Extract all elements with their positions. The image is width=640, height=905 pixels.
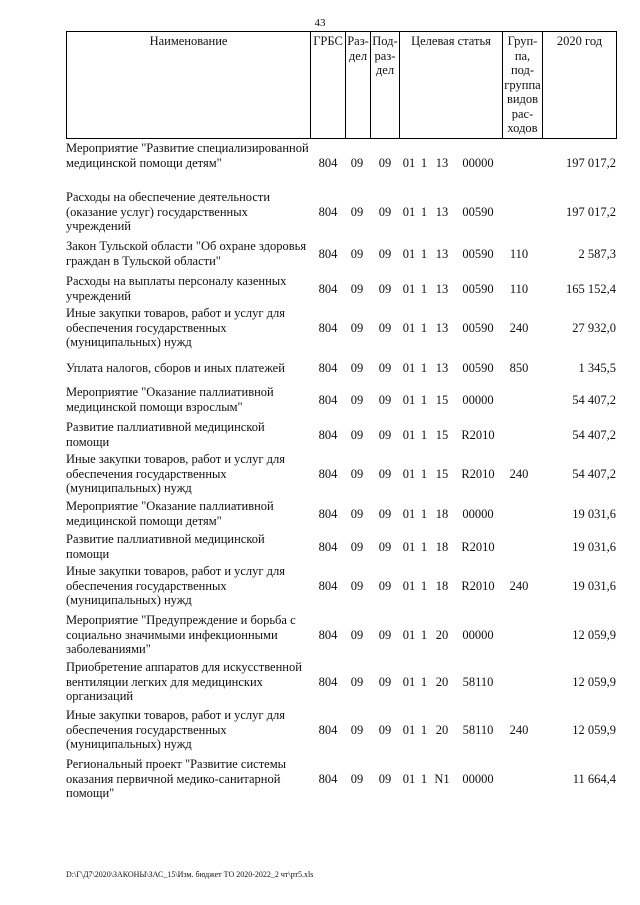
row-direction: 00590 (462, 282, 494, 296)
row-event: 13 (435, 156, 449, 170)
row-program: 01 (402, 579, 416, 593)
row-direction: R2010 (461, 467, 495, 481)
row-grbs: 804 (318, 247, 338, 261)
header-target: Целевая статья (400, 32, 503, 138)
row-program: 01 (402, 321, 416, 335)
row-subprogram: 1 (420, 247, 428, 261)
row-direction: R2010 (461, 579, 495, 593)
row-program: 01 (402, 507, 416, 521)
row-razdel: 09 (350, 507, 364, 521)
row-razdel: 09 (350, 393, 364, 407)
row-grbs: 804 (318, 723, 338, 737)
row-grbs: 804 (318, 675, 338, 689)
row-podrazdel: 09 (378, 247, 392, 261)
row-event: 13 (435, 247, 449, 261)
row-event: 13 (435, 282, 449, 296)
row-amount: 54 407,2 (572, 428, 616, 442)
row-name: Иные закупки товаров, работ и услуг для обеспечения государственных (муниципальных) нужд (66, 708, 286, 752)
row-direction: R2010 (461, 428, 495, 442)
row-razdel: 09 (350, 428, 364, 442)
row-razdel: 09 (350, 772, 364, 786)
row-event: 13 (435, 361, 449, 375)
row-name: Развитие паллиативной медицинской помощи (66, 532, 265, 561)
row-event: 15 (435, 467, 449, 481)
row-razdel: 09 (350, 628, 364, 642)
header-name: Наименование (67, 32, 311, 138)
row-amount: 19 031,6 (572, 579, 616, 593)
row-razdel: 09 (350, 675, 364, 689)
row-grbs: 804 (318, 507, 338, 521)
row-program: 01 (402, 675, 416, 689)
row-podrazdel: 09 (378, 507, 392, 521)
row-event: N1 (434, 772, 450, 786)
row-podrazdel: 09 (378, 156, 392, 170)
row-amount: 11 664,4 (572, 772, 616, 786)
table-header (66, 31, 617, 139)
row-razdel: 09 (350, 282, 364, 296)
header-grbs: ГРБС (311, 32, 346, 138)
row-name: Приобретение аппаратов для искусственной вентиляции легких для медицинских организаций (66, 660, 302, 704)
row-amount: 19 031,6 (572, 540, 616, 554)
row-program: 01 (402, 205, 416, 219)
row-amount: 165 152,4 (566, 282, 616, 296)
row-amount: 12 059,9 (572, 628, 616, 642)
row-grbs: 804 (318, 579, 338, 593)
row-event: 18 (435, 579, 449, 593)
header-razdel-line: Раз- (347, 34, 369, 48)
row-subprogram: 1 (420, 772, 428, 786)
row-event: 18 (435, 540, 449, 554)
row-grbs: 804 (318, 772, 338, 786)
row-event: 13 (435, 321, 449, 335)
header-podrazdel (371, 32, 400, 138)
row-razdel: 09 (350, 579, 364, 593)
row-amount: 19 031,6 (572, 507, 616, 521)
header-group-line: рас- (511, 106, 534, 121)
row-podrazdel: 09 (378, 628, 392, 642)
file-path-footer: D:\Г\Д7\2020\ЗАКОНЫ\ЗАС_15\Изм. бюджет ТО 2020-2022_2 чт\рт5.xls (66, 870, 314, 879)
row-grbs: 804 (318, 156, 338, 170)
row-podrazdel: 09 (378, 428, 392, 442)
row-program: 01 (402, 628, 416, 642)
row-amount: 12 059,9 (572, 675, 616, 689)
row-podrazdel: 09 (378, 393, 392, 407)
row-program: 01 (402, 156, 416, 170)
row-direction: 00000 (462, 393, 494, 407)
row-amount: 197 017,2 (566, 156, 616, 170)
row-grbs: 804 (318, 467, 338, 481)
header-razdel (346, 32, 371, 138)
row-name: Расходы на обеспечение деятельности (оказание услуг) государственных учреждений (66, 190, 271, 234)
row-direction: 58110 (462, 675, 494, 689)
row-grbs: 804 (318, 321, 338, 335)
row-subprogram: 1 (420, 282, 428, 296)
row-grbs: 804 (318, 628, 338, 642)
row-subprogram: 1 (420, 675, 428, 689)
row-event: 13 (435, 205, 449, 219)
row-podrazdel: 09 (378, 282, 392, 296)
row-expense-type: 850 (509, 361, 529, 375)
row-amount: 54 407,2 (572, 467, 616, 481)
row-podrazdel: 09 (378, 321, 392, 335)
row-direction: 00590 (462, 205, 494, 219)
row-grbs: 804 (318, 361, 338, 375)
row-expense-type: 240 (509, 321, 529, 335)
row-program: 01 (402, 393, 416, 407)
row-name: Развитие паллиативной медицинской помощи (66, 420, 265, 449)
row-name: Региональный проект "Развитие системы оказания первичной медико-санитарной помощи" (66, 757, 287, 801)
row-subprogram: 1 (420, 393, 428, 407)
row-program: 01 (402, 723, 416, 737)
row-subprogram: 1 (420, 205, 428, 219)
row-subprogram: 1 (420, 540, 428, 554)
row-expense-type: 240 (509, 467, 529, 481)
row-subprogram: 1 (420, 156, 428, 170)
row-expense-type: 240 (509, 723, 529, 737)
row-name: Закон Тульской области "Об охране здоровья граждан в Тульской области" (66, 239, 307, 268)
row-razdel: 09 (350, 361, 364, 375)
row-subprogram: 1 (420, 628, 428, 642)
row-name: Мероприятие "Оказание паллиативной медицинской помощи взрослым" (66, 385, 274, 414)
row-subprogram: 1 (420, 723, 428, 737)
row-podrazdel: 09 (378, 361, 392, 375)
row-direction: 00000 (462, 156, 494, 170)
row-event: 20 (435, 723, 449, 737)
row-event: 15 (435, 428, 449, 442)
row-name: Мероприятие "Развитие специализированной медицинской помощи детям" (66, 141, 309, 170)
row-grbs: 804 (318, 540, 338, 554)
header-group-line: под- (510, 63, 535, 77)
row-podrazdel: 09 (378, 579, 392, 593)
row-amount: 197 017,2 (566, 205, 616, 219)
row-amount: 12 059,9 (572, 723, 616, 737)
row-razdel: 09 (350, 247, 364, 261)
row-razdel: 09 (350, 540, 364, 554)
header-year: 2020 год (556, 34, 603, 48)
row-amount: 54 407,2 (572, 393, 616, 407)
row-event: 15 (435, 393, 449, 407)
row-direction: 00590 (462, 361, 494, 375)
row-expense-type: 110 (509, 282, 529, 296)
row-program: 01 (402, 540, 416, 554)
row-event: 20 (435, 628, 449, 642)
row-direction: R2010 (461, 540, 495, 554)
header-podrazdel-line: Под- (372, 34, 398, 48)
row-subprogram: 1 (420, 361, 428, 375)
row-event: 18 (435, 507, 449, 521)
row-grbs: 804 (318, 205, 338, 219)
row-program: 01 (402, 467, 416, 481)
row-name: Расходы на выплаты персоналу казенных учреждений (66, 274, 287, 303)
row-expense-type: 110 (509, 247, 529, 261)
row-podrazdel: 09 (378, 540, 392, 554)
row-razdel: 09 (350, 321, 364, 335)
row-razdel: 09 (350, 723, 364, 737)
row-direction: 00590 (462, 247, 494, 261)
header-group-line: ходов (507, 121, 538, 135)
row-program: 01 (402, 772, 416, 786)
row-program: 01 (402, 428, 416, 442)
row-razdel: 09 (350, 156, 364, 170)
row-event: 20 (435, 675, 449, 689)
row-name: Иные закупки товаров, работ и услуг для обеспечения государственных (муниципальных) нужд (66, 564, 286, 608)
page-number: 43 (314, 17, 326, 29)
header-razdel-line: дел (348, 48, 368, 63)
row-direction: 00590 (462, 321, 494, 335)
row-direction: 00000 (462, 772, 494, 786)
row-direction: 00000 (462, 628, 494, 642)
row-podrazdel: 09 (378, 772, 392, 786)
header-group-line: па, (514, 48, 531, 63)
row-expense-type: 240 (509, 579, 529, 593)
header-group-line: Груп- (507, 34, 538, 48)
row-subprogram: 1 (420, 428, 428, 442)
row-razdel: 09 (350, 467, 364, 481)
row-name: Уплата налогов, сборов и иных платежей (66, 361, 285, 375)
row-program: 01 (402, 361, 416, 375)
row-name: Иные закупки товаров, работ и услуг для обеспечения государственных (муниципальных) нужд (66, 306, 286, 350)
row-subprogram: 1 (420, 507, 428, 521)
header-podrazdel-line: дел (375, 63, 395, 77)
row-grbs: 804 (318, 282, 338, 296)
row-subprogram: 1 (420, 467, 428, 481)
row-name: Мероприятие "Предупреждение и борьба с социально значимыми инфекционными заболеваниями" (66, 613, 296, 657)
row-name: Мероприятие "Оказание паллиативной медицинской помощи детям" (66, 499, 274, 528)
row-grbs: 804 (318, 428, 338, 442)
row-podrazdel: 09 (378, 675, 392, 689)
header-podrazdel-line: раз- (374, 48, 396, 63)
row-name: Иные закупки товаров, работ и услуг для обеспечения государственных (муниципальных) нужд (66, 452, 286, 496)
header-group (503, 32, 543, 138)
row-amount: 1 345,5 (578, 361, 616, 375)
header-group-line: группа (504, 77, 541, 92)
row-direction: 58110 (462, 723, 494, 737)
header-group-line: видов (506, 92, 539, 106)
row-grbs: 804 (318, 393, 338, 407)
row-amount: 27 932,0 (572, 321, 616, 335)
row-podrazdel: 09 (378, 723, 392, 737)
row-amount: 2 587,3 (578, 247, 616, 261)
row-direction: 00000 (462, 507, 494, 521)
row-subprogram: 1 (420, 321, 428, 335)
row-podrazdel: 09 (378, 467, 392, 481)
row-podrazdel: 09 (378, 205, 392, 219)
row-subprogram: 1 (420, 579, 428, 593)
row-razdel: 09 (350, 205, 364, 219)
row-program: 01 (402, 247, 416, 261)
row-program: 01 (402, 282, 416, 296)
